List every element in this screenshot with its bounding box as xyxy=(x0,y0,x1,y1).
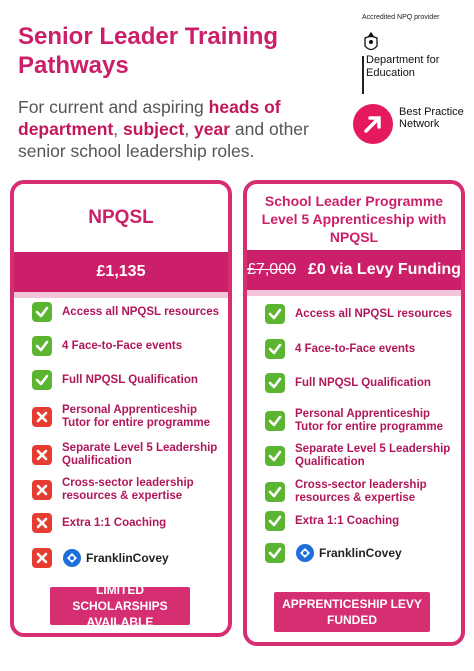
feature-label: Full NPQSL Qualification xyxy=(295,376,431,389)
npqsl-heading: NPQSL xyxy=(88,207,154,228)
card-divider xyxy=(14,292,228,298)
check-icon xyxy=(265,304,285,324)
subtitle-bold-2: subject xyxy=(123,119,185,139)
apprenticeship-price xyxy=(247,250,461,290)
franklincovey-logo xyxy=(295,543,402,563)
new-price: £0 via Levy Funding xyxy=(308,261,461,278)
cross-icon xyxy=(32,480,52,500)
feature-row xyxy=(265,443,455,469)
feature-label: FranklinCovey xyxy=(86,550,169,565)
old-price: £7,000 xyxy=(247,261,296,278)
feature-label: Cross-sector leadership resources & expertise xyxy=(295,479,427,504)
apprenticeship-heading: School Leader Programme Level 5 Apprenticeship with NPQSL xyxy=(261,193,447,245)
feature-row xyxy=(265,339,455,359)
subtitle-text-3: , xyxy=(184,119,195,139)
bpn-arrow-icon xyxy=(353,104,393,144)
check-icon xyxy=(265,373,285,393)
subtitle-text-2: , xyxy=(113,119,124,139)
feature-label: Separate Level 5 Leadership Qualification xyxy=(295,443,451,468)
check-icon xyxy=(32,370,52,390)
feature-label: Separate Level 5 Leadership Qualification xyxy=(62,442,218,467)
page-title: Senior Leader Training Pathways xyxy=(18,23,279,79)
dfe-name: Department for Education xyxy=(366,54,440,79)
feature-row xyxy=(32,513,222,533)
feature-label: 4 Face-to-Face events xyxy=(62,339,183,352)
check-icon xyxy=(265,411,285,431)
feature-label: Personal Apprenticeship Tutor for entire programme xyxy=(295,408,444,433)
check-icon xyxy=(32,302,52,322)
cross-icon xyxy=(32,513,52,533)
feature-row xyxy=(265,408,455,434)
franklincovey-icon xyxy=(62,548,82,568)
page-subtitle xyxy=(18,96,348,162)
feature-row xyxy=(32,370,222,390)
feature-label: Extra 1:1 Coaching xyxy=(295,514,400,527)
feature-label: FranklinCovey xyxy=(319,545,402,560)
feature-row xyxy=(265,511,455,531)
bpn-logo xyxy=(353,104,473,152)
feature-row xyxy=(265,479,455,505)
feature-row xyxy=(32,548,222,568)
feature-row xyxy=(265,373,455,393)
feature-label: Cross-sector leadership resources & expertise xyxy=(62,477,194,502)
feature-label: Personal Apprenticeship Tutor for entire programme xyxy=(62,404,211,429)
dfe-bar xyxy=(362,56,364,94)
feature-row xyxy=(32,302,222,322)
feature-row xyxy=(265,543,455,563)
apprenticeship-card xyxy=(243,180,465,646)
check-icon xyxy=(32,336,52,356)
check-icon xyxy=(265,446,285,466)
scholarships-button[interactable]: LIMITED SCHOLARSHIPS AVAILABLE xyxy=(50,587,190,625)
feature-label: Access all NPQSL resources xyxy=(62,305,220,318)
accredited-label: Accredited NPQ provider xyxy=(362,14,440,21)
check-icon xyxy=(265,339,285,359)
cross-icon xyxy=(32,407,52,427)
subtitle-text-4: and other senior school leadership roles. xyxy=(18,119,309,161)
subtitle-bold-1: heads of department xyxy=(18,97,281,139)
subtitle-bold-3: year xyxy=(194,119,231,139)
feature-row xyxy=(265,304,455,324)
subtitle-text-1: For current and aspiring xyxy=(18,97,209,117)
check-icon xyxy=(265,543,285,563)
bpn-name: Best Practice Network xyxy=(399,106,464,130)
feature-row xyxy=(32,442,222,468)
cross-icon xyxy=(32,548,52,568)
cross-icon xyxy=(32,445,52,465)
feature-label: Full NPQSL Qualification xyxy=(62,373,198,386)
check-icon xyxy=(265,482,285,502)
dfe-logo xyxy=(362,14,462,79)
feature-row xyxy=(32,477,222,503)
feature-row xyxy=(32,336,222,356)
feature-row xyxy=(32,404,222,430)
feature-label: Extra 1:1 Coaching xyxy=(62,516,167,529)
levy-funded-button[interactable]: APPRENTICESHIP LEVY FUNDED xyxy=(274,592,430,632)
npqsl-price-value: £1,135 xyxy=(96,263,146,280)
franklincovey-icon xyxy=(295,543,315,563)
crest-icon xyxy=(362,32,380,54)
franklincovey-logo xyxy=(62,548,169,568)
card-divider xyxy=(247,290,461,296)
feature-label: Access all NPQSL resources xyxy=(295,307,453,320)
feature-label: 4 Face-to-Face events xyxy=(295,342,416,355)
check-icon xyxy=(265,511,285,531)
npqsl-card xyxy=(10,180,232,637)
npqsl-price xyxy=(14,252,228,292)
